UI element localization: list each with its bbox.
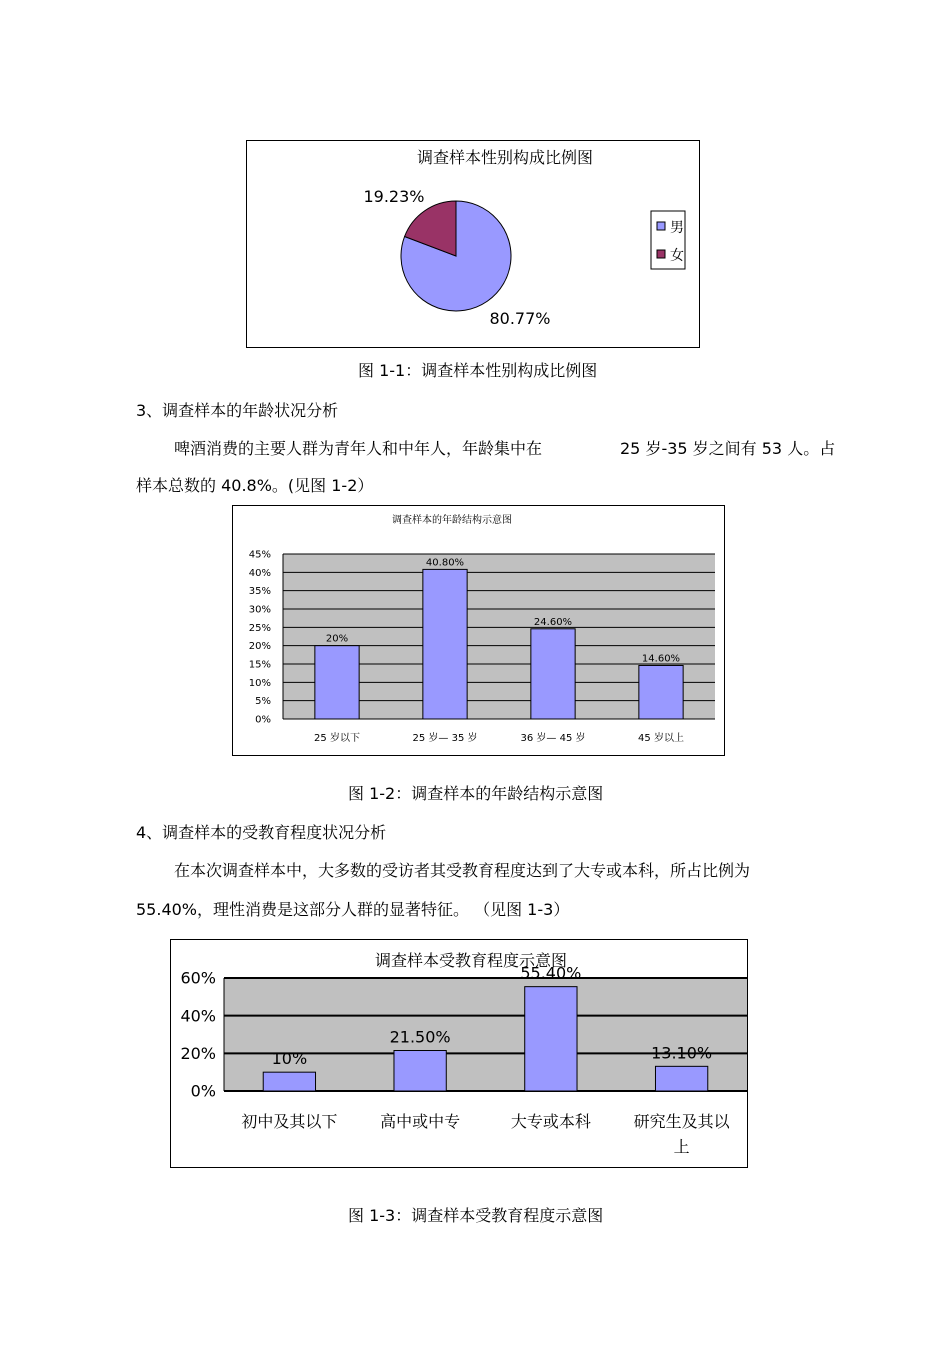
figure-caption-3: 图 1-3：调查样本受教育程度示意图 — [348, 1206, 604, 1225]
age-ytick-label: 45% — [248, 549, 271, 561]
paragraph-3-line-2: 样本总数的 40.8%。(见图 1-2） — [136, 476, 374, 495]
pie-legend-swatch-male — [657, 222, 665, 230]
age-bar — [531, 629, 575, 719]
education-category-label: 高中或中专 — [380, 1112, 461, 1131]
education-data-label: 21.50% — [389, 1027, 451, 1047]
age-ytick-label: 25% — [248, 622, 271, 634]
age-data-label: 20% — [325, 633, 349, 645]
education-plot — [180, 964, 747, 1157]
age-ytick-label: 5% — [255, 696, 271, 708]
section-heading-3: 3、调查样本的年龄状况分析 — [136, 401, 339, 420]
education-category-label: 研究生及其以 — [633, 1112, 730, 1131]
section-heading-4: 4、调查样本的受教育程度状况分析 — [136, 823, 387, 842]
education-bar — [263, 1072, 315, 1091]
age-chart-frame — [232, 505, 725, 756]
education-ytick-label: 0% — [190, 1081, 216, 1101]
age-chart-title: 调查样本的年龄结构示意图 — [392, 515, 512, 526]
pie-legend-label-female: 女 — [670, 248, 684, 264]
education-ytick-label: 40% — [180, 1006, 216, 1026]
age-category-label: 25 岁— 35 岁 — [412, 733, 478, 744]
education-category-label: 上 — [673, 1137, 690, 1157]
pie-chart-frame — [246, 140, 700, 348]
paragraph-4-line-2: 55.40%，理性消费是这部分人群的显著特征。 （见图 1-3） — [136, 900, 570, 919]
age-bar — [315, 646, 359, 719]
age-bar — [423, 569, 467, 719]
pie-legend-swatch-female — [657, 250, 665, 258]
education-category-label: 大专或本科 — [510, 1112, 591, 1131]
education-ytick-label: 60% — [180, 968, 216, 988]
figure-caption-1: 图 1-1：调查样本性别构成比例图 — [358, 361, 598, 380]
figure-caption-2: 图 1-2：调查样本的年龄结构示意图 — [348, 784, 604, 803]
education-ytick-label: 20% — [180, 1043, 216, 1063]
education-data-label: 13.10% — [651, 1043, 713, 1063]
education-bar — [394, 1051, 446, 1091]
age-data-label: 14.60% — [641, 653, 681, 665]
paragraph-3-line-1b: 25 岁-35 岁之间有 53 人。占 — [620, 439, 836, 458]
pie-label-male: 80.77% — [489, 309, 551, 328]
age-category-label: 45 岁以上 — [638, 733, 684, 744]
age-ytick-label: 0% — [255, 714, 271, 726]
age-data-label: 24.60% — [533, 616, 573, 628]
age-ytick-label: 40% — [248, 567, 271, 579]
education-bar — [525, 987, 577, 1091]
age-category-label: 25 岁以下 — [314, 733, 360, 744]
age-bar — [639, 665, 683, 719]
education-bar-chart — [171, 940, 747, 1167]
age-data-label: 40.80% — [425, 557, 465, 569]
age-plot — [249, 550, 715, 745]
education-bar — [655, 1066, 707, 1091]
age-ytick-label: 35% — [248, 586, 271, 598]
pie-chart-title: 调查样本性别构成比例图 — [416, 148, 594, 167]
education-data-label: 10% — [271, 1049, 308, 1069]
pie-chart — [247, 141, 699, 347]
paragraph-3-line-1a: 啤酒消费的主要人群为青年人和中年人，年龄集中在 — [174, 439, 543, 458]
age-ytick-label: 10% — [248, 677, 271, 689]
age-ytick-label: 20% — [248, 641, 271, 653]
education-category-label: 初中及其以下 — [241, 1112, 338, 1131]
paragraph-4-line-1: 在本次调查样本中，大多数的受访者其受教育程度达到了大专或本科，所占比例为 — [174, 861, 751, 880]
age-ytick-label: 15% — [248, 659, 271, 671]
age-ytick-label: 30% — [248, 604, 271, 616]
education-data-label: 55.40% — [520, 963, 582, 983]
pie-label-female: 19.23% — [363, 187, 425, 206]
education-chart-title: 调查样本受教育程度示意图 — [374, 951, 568, 970]
pie-legend-label-male: 男 — [670, 220, 684, 236]
age-category-label: 36 岁— 45 岁 — [520, 733, 586, 744]
age-bar-chart — [233, 506, 724, 755]
education-chart-frame — [170, 939, 748, 1168]
